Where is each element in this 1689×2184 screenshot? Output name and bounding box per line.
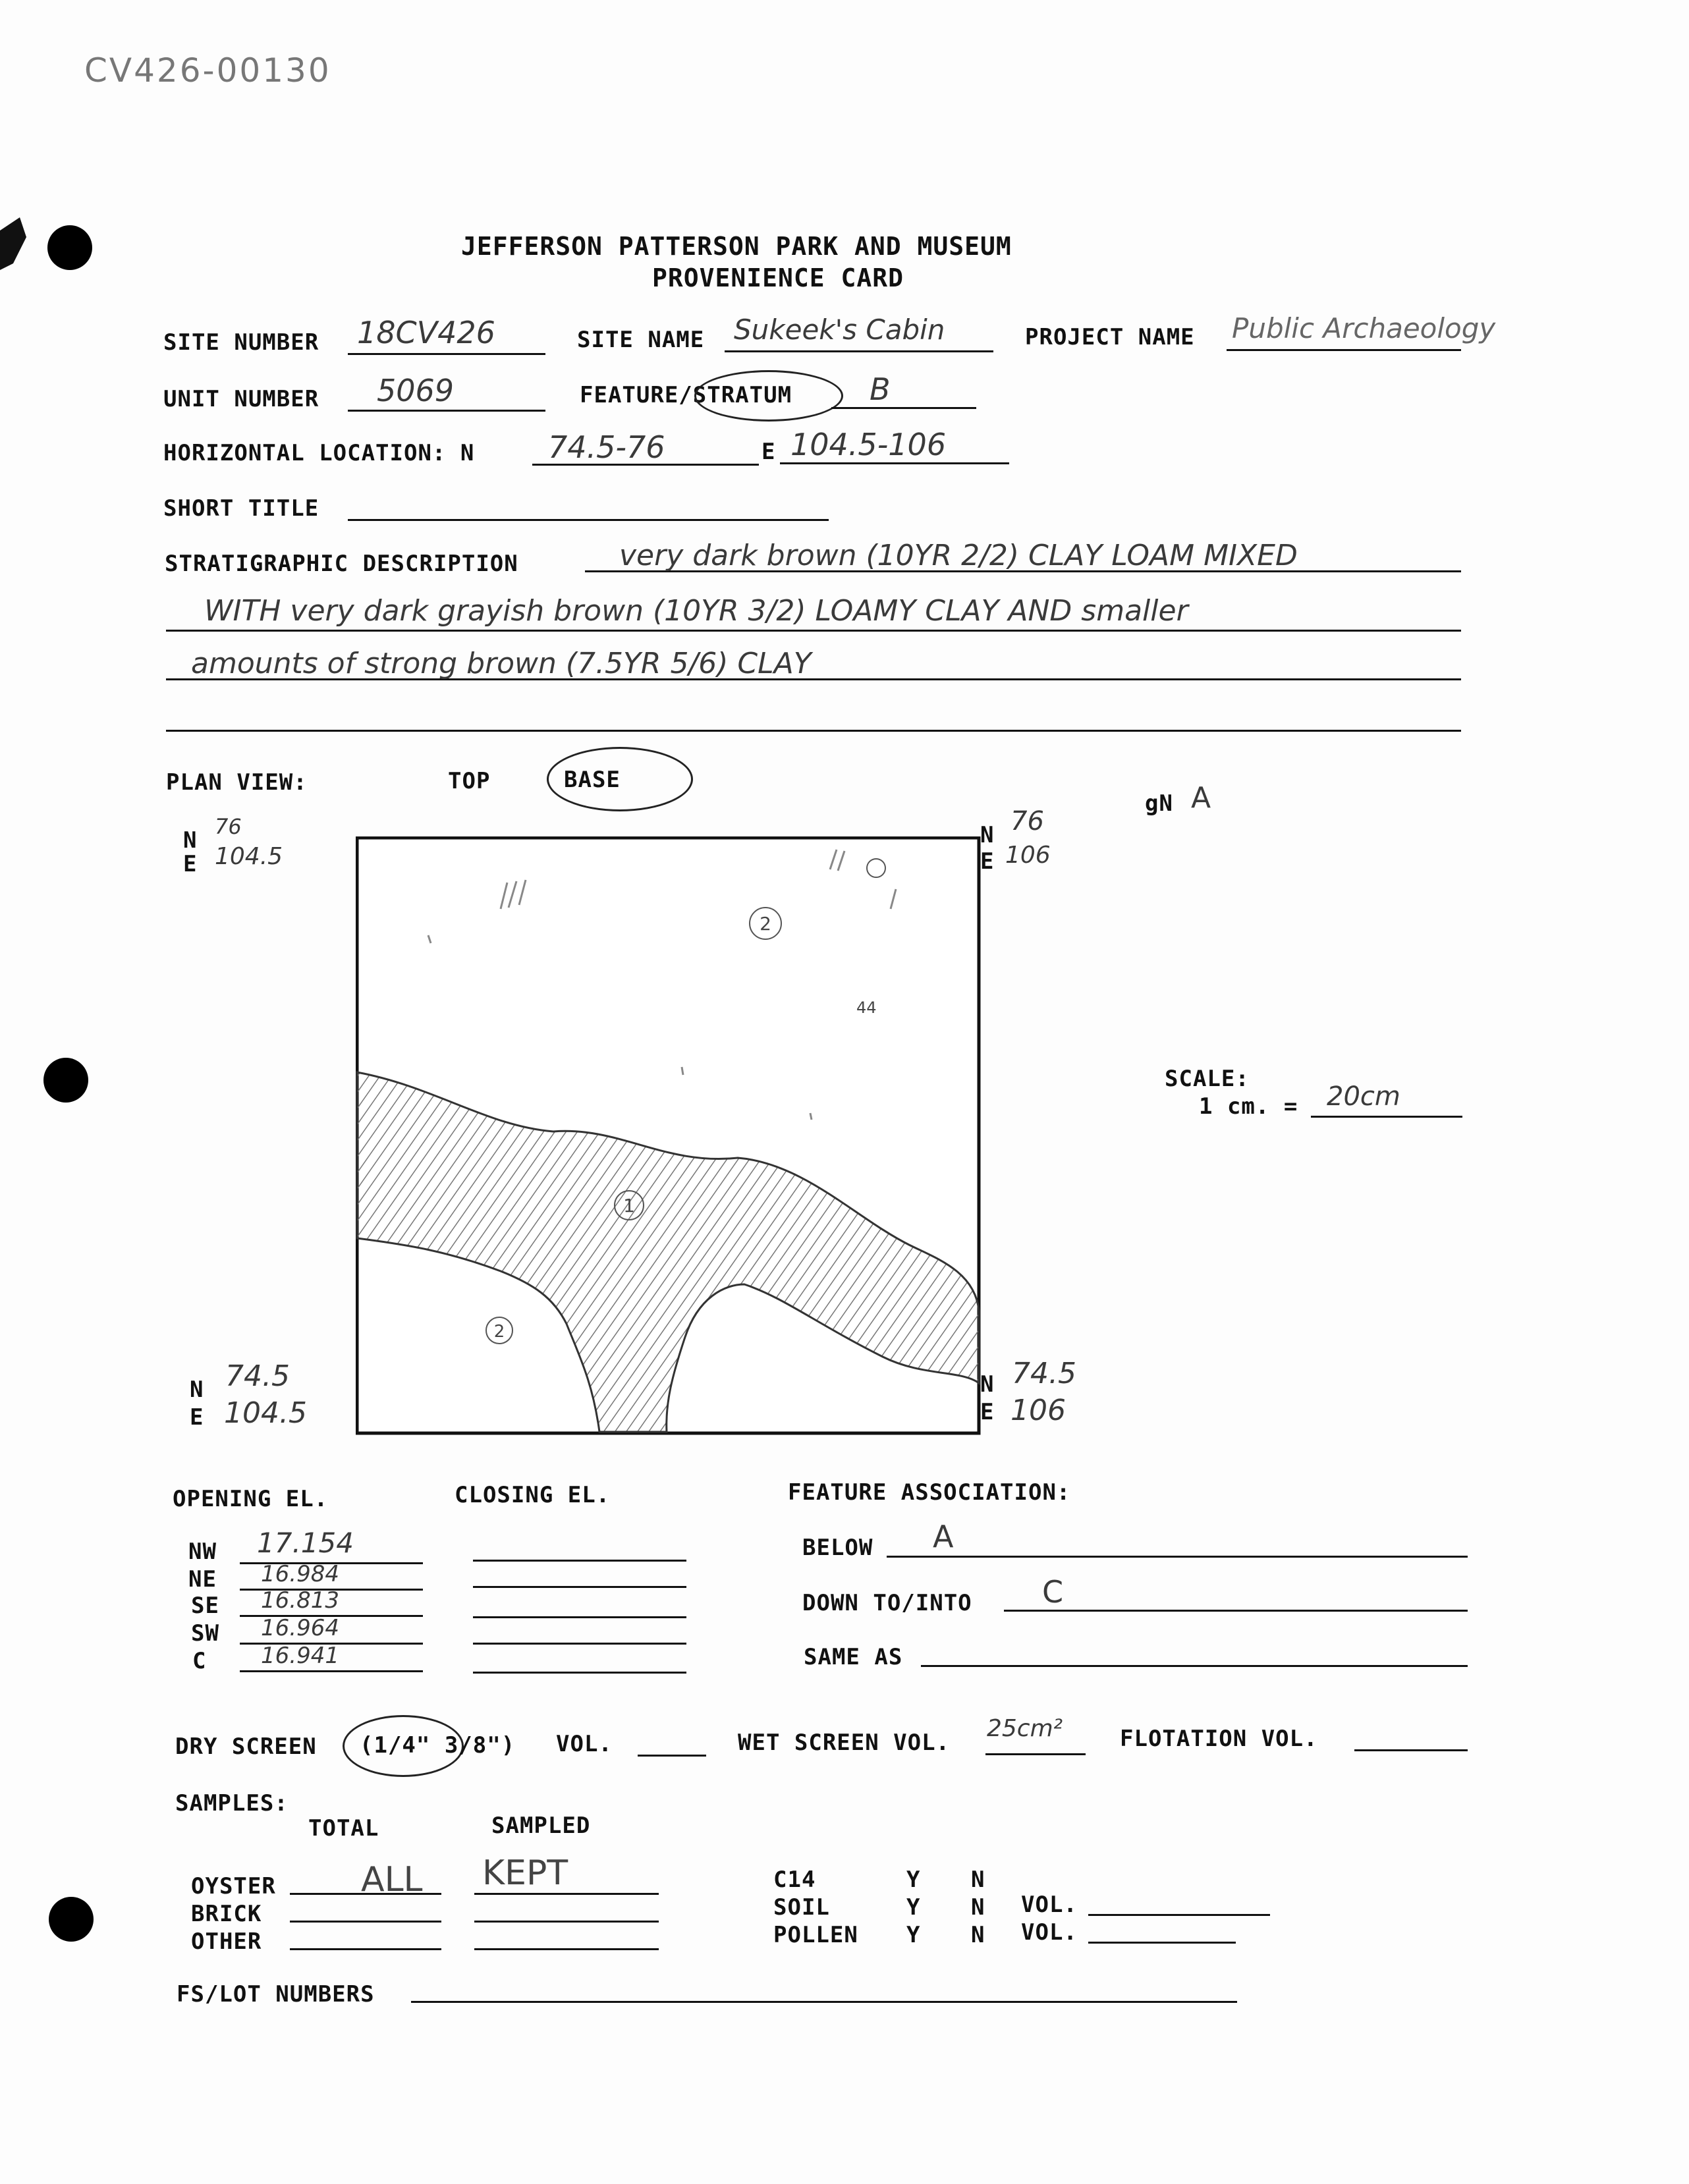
binder-hole-bottom	[49, 1897, 94, 1942]
plan-top-label: TOP	[448, 768, 491, 794]
fs-lot-line	[411, 2001, 1237, 2003]
strat-description-label: STRATIGRAPHIC DESCRIPTION	[165, 551, 518, 577]
horizontal-e-line	[780, 462, 1009, 464]
ne-e-value: 106	[1005, 842, 1051, 869]
stratum-circle	[694, 370, 843, 422]
wet-vol-line	[985, 1753, 1086, 1755]
se-e-value: 106	[1011, 1394, 1066, 1427]
dry-vol-label: VOL.	[556, 1731, 613, 1757]
unit-number-label: UNIT NUMBER	[163, 386, 319, 412]
plan-view-sketch	[356, 836, 982, 1436]
test-n-pollen[interactable]: N	[971, 1922, 985, 1948]
ne-n-label: N	[980, 822, 995, 848]
elev-row-label-ne: NE	[188, 1566, 217, 1593]
other-sampled-line	[474, 1948, 659, 1950]
wet-vol-value[interactable]: 25cm²	[987, 1715, 1063, 1742]
short-title-line	[348, 519, 829, 521]
samples-total-header: TOTAL	[308, 1815, 379, 1842]
horizontal-n-value[interactable]: 74.5-76	[548, 429, 665, 465]
dry-vol-line	[638, 1755, 706, 1757]
dry-screen-label: DRY SCREEN	[175, 1734, 317, 1760]
oyster-sampled-value[interactable]: KEPT	[482, 1853, 568, 1893]
oyster-total-value[interactable]: ALL	[361, 1860, 423, 1899]
scale-line	[1311, 1116, 1462, 1118]
brick-sampled-line	[474, 1921, 659, 1923]
nw-e-value: 104.5	[215, 843, 283, 870]
nw-n-value: 76	[215, 814, 242, 839]
test-y-soil[interactable]: Y	[906, 1894, 921, 1921]
opening-value-nw[interactable]: 17.154	[257, 1527, 354, 1559]
strat-text-2[interactable]: WITH very dark grayish brown (10YR 3/2) LOAMY CLAY AND smaller	[204, 594, 1188, 628]
nw-e-label: E	[183, 851, 198, 877]
site-number-value[interactable]: 18CV426	[357, 315, 495, 350]
horizontal-e-value[interactable]: 104.5-106	[790, 427, 947, 462]
site-number-label: SITE NUMBER	[163, 329, 319, 356]
horizontal-e-label: E	[761, 439, 776, 465]
below-label: BELOW	[802, 1535, 873, 1561]
same-as-line	[921, 1665, 1468, 1667]
short-title-label: SHORT TITLE	[163, 495, 319, 522]
samples-sampled-header: SAMPLED	[491, 1813, 591, 1839]
grid-north-label: gN	[1145, 790, 1173, 817]
site-number-line	[348, 353, 545, 355]
soil-vol-line	[1088, 1914, 1270, 1916]
wet-screen-label: WET SCREEN VOL.	[738, 1730, 951, 1756]
ne-n-value: 76	[1011, 806, 1044, 836]
opening-value-sw[interactable]: 16.964	[261, 1615, 339, 1641]
elev-row-label-sw: SW	[191, 1620, 219, 1647]
scale-value[interactable]: 20cm	[1327, 1081, 1400, 1112]
scale-label: SCALE:	[1165, 1066, 1250, 1092]
samples-label: SAMPLES:	[175, 1790, 289, 1816]
opening-el-label: OPENING EL.	[173, 1486, 329, 1512]
brick-total-line	[290, 1921, 441, 1923]
test-y-c14[interactable]: Y	[906, 1867, 921, 1893]
pollen-vol-line	[1088, 1942, 1236, 1944]
below-value[interactable]: A	[933, 1519, 954, 1554]
sample-row-label-brick: BRICK	[191, 1901, 262, 1927]
feature-stratum-line	[831, 407, 976, 409]
feature-stratum-label: FEATURE/STRATUM	[580, 382, 792, 408]
plan-view-label: PLAN VIEW:	[166, 769, 308, 796]
site-name-label: SITE NAME	[577, 327, 705, 353]
opening-value-se[interactable]: 16.813	[261, 1587, 339, 1614]
elev-row-label-c: C	[192, 1648, 207, 1674]
closing-el-label: CLOSING EL.	[455, 1482, 611, 1508]
test-y-pollen[interactable]: Y	[906, 1922, 921, 1948]
nw-n-label: N	[183, 827, 198, 854]
same-as-label: SAME AS	[804, 1644, 903, 1670]
elev-row-label-se: SE	[191, 1593, 219, 1619]
flotation-line	[1354, 1749, 1468, 1751]
opening-value-ne[interactable]: 16.984	[261, 1561, 339, 1587]
sketch-note: 44	[856, 998, 877, 1017]
se-n-label: N	[980, 1371, 995, 1398]
sw-n-label: N	[190, 1377, 204, 1403]
site-name-line	[725, 350, 993, 352]
dry-screen-options: (1/4" 3/8")	[360, 1732, 516, 1759]
header-subtitle: PROVENIENCE CARD	[652, 263, 904, 292]
opening-line-c	[240, 1670, 423, 1672]
down-to-into-value[interactable]: C	[1042, 1574, 1064, 1610]
se-e-label: E	[980, 1399, 995, 1425]
zone-label-upper-2: 2	[760, 913, 771, 935]
test-vol-label-pollen: VOL.	[1021, 1919, 1078, 1946]
grid-north-arrow-icon: A	[1191, 781, 1211, 815]
site-name-value[interactable]: Sukeek's Cabin	[734, 314, 945, 346]
project-name-label: PROJECT NAME	[1025, 324, 1195, 350]
sw-n-value: 74.5	[225, 1359, 290, 1393]
closing-line-se	[473, 1616, 686, 1618]
project-name-line	[1227, 349, 1461, 351]
strat-line-2	[166, 630, 1461, 632]
unit-number-value[interactable]: 5069	[377, 373, 455, 408]
doc-id: CV426-00130	[84, 51, 331, 90]
binder-hole-middle	[43, 1058, 88, 1103]
feature-stratum-value[interactable]: B	[870, 371, 891, 407]
oyster-sampled-line	[474, 1893, 659, 1895]
sw-e-label: E	[190, 1404, 204, 1431]
sample-row-label-other: OTHER	[191, 1928, 262, 1955]
sample-row-label-oyster: OYSTER	[191, 1873, 276, 1899]
zone-label-lower-2: 2	[493, 1322, 505, 1342]
se-n-value: 74.5	[1012, 1357, 1076, 1390]
strat-line-4	[166, 730, 1461, 732]
project-name-value[interactable]: Public Archaeology	[1232, 312, 1496, 344]
test-n-c14[interactable]: N	[971, 1867, 985, 1893]
horizontal-location-label: HORIZONTAL LOCATION: N	[163, 440, 475, 466]
closing-line-c	[473, 1672, 686, 1674]
test-label-c14: C14	[773, 1867, 816, 1893]
header-title: JEFFERSON PATTERSON PARK AND MUSEUM	[461, 232, 1012, 261]
closing-line-ne	[473, 1586, 686, 1588]
down-to-into-line	[1004, 1610, 1468, 1612]
other-total-line	[290, 1948, 441, 1950]
scale-prefix: 1 cm. =	[1199, 1093, 1298, 1120]
opening-value-c[interactable]: 16.941	[261, 1643, 339, 1669]
unit-number-line	[348, 410, 545, 412]
binder-hole-top	[47, 225, 92, 270]
sw-e-value: 104.5	[224, 1396, 307, 1430]
closing-line-nw	[473, 1560, 686, 1562]
elev-row-label-nw: NW	[188, 1539, 217, 1565]
flotation-label: FLOTATION VOL.	[1120, 1726, 1318, 1752]
test-vol-label-soil: VOL.	[1021, 1892, 1078, 1918]
plan-base-label: BASE	[564, 767, 621, 793]
strat-text-3[interactable]: amounts of strong brown (7.5YR 5/6) CLAY	[191, 647, 812, 680]
test-label-soil: SOIL	[773, 1894, 830, 1921]
test-label-pollen: POLLEN	[773, 1922, 858, 1948]
below-line	[887, 1556, 1468, 1558]
feature-association-label: FEATURE ASSOCIATION:	[788, 1479, 1071, 1506]
fs-lot-label: FS/LOT NUMBERS	[177, 1981, 375, 2007]
strat-text-1[interactable]: very dark brown (10YR 2/2) CLAY LOAM MIXED	[619, 539, 1298, 572]
down-to-into-label: DOWN TO/INTO	[802, 1590, 972, 1616]
ne-e-label: E	[980, 848, 995, 875]
zone-label-1: 1	[623, 1195, 635, 1216]
test-n-soil[interactable]: N	[971, 1894, 985, 1921]
closing-line-sw	[473, 1643, 686, 1645]
